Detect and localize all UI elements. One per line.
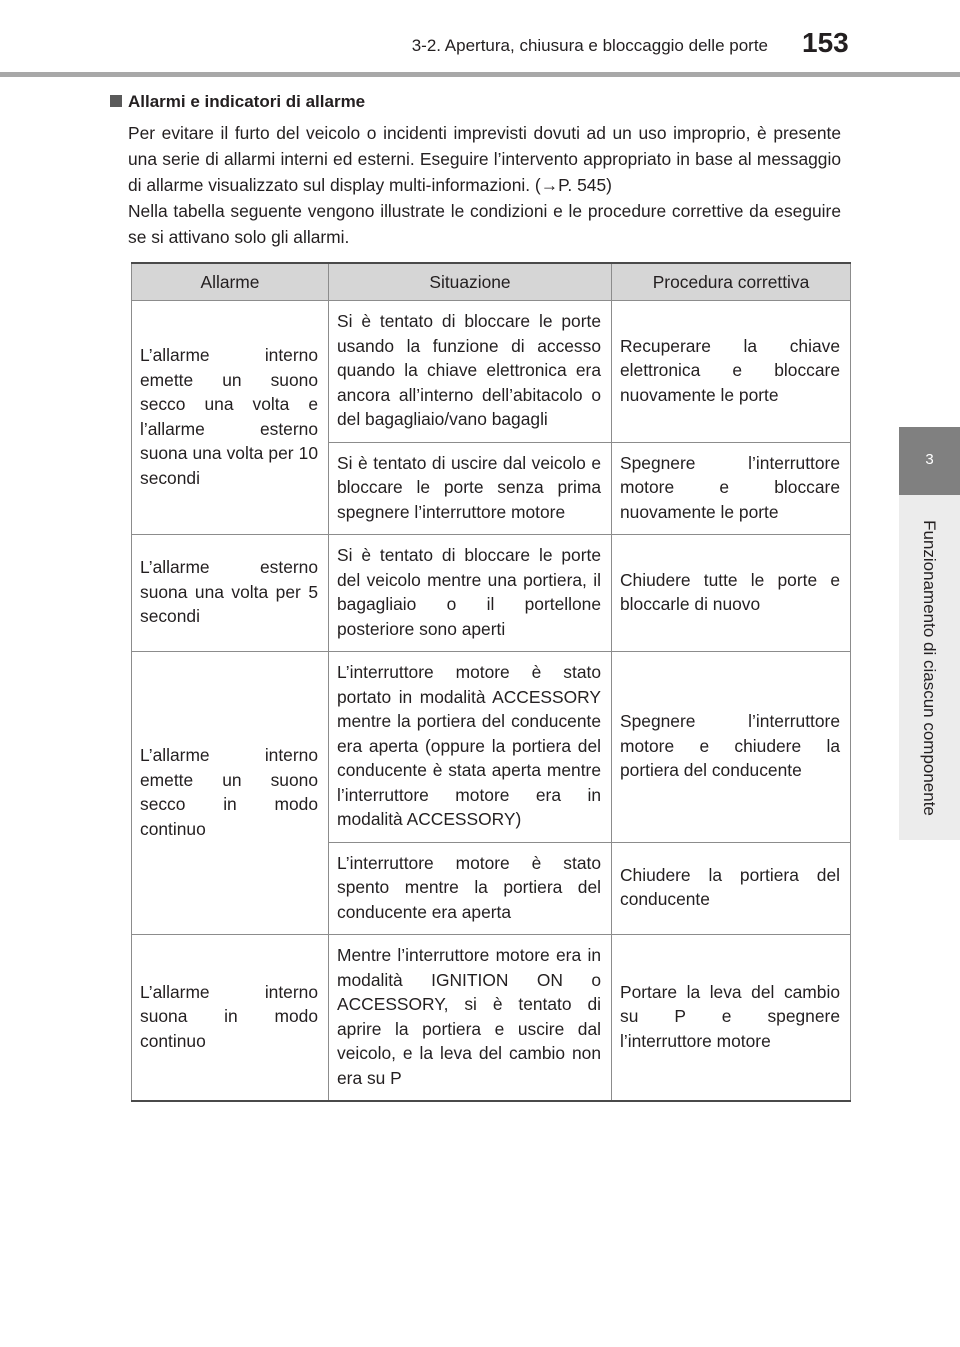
table-row [132, 935, 851, 1102]
situation-cell: Si è tentato di uscire dal veicolo e bloccare le porte senza prima spegnere l’interruttore motore [329, 442, 612, 535]
table-row [132, 535, 851, 652]
alarm-table [131, 262, 851, 1102]
procedure-cell: Chiudere tutte le porte e bloccarle di nuovo [612, 535, 851, 652]
square-bullet-icon [110, 95, 122, 107]
alarm-cell: L’allarme interno suona in modo continuo [132, 935, 329, 1102]
situation-cell: Mentre l’interruttore motore era in modalità IGNITION ON o ACCESSORY, si è tentato di aprire la portiera e uscire dal veicolo, e la leva del cambio non era su P [329, 935, 612, 1102]
procedure-cell: Spegnere l’interruttore motore e bloccare nuovamente le porte [612, 442, 851, 535]
column-header-alarm: Allarme [132, 263, 329, 301]
column-header-situation: Situazione [329, 263, 612, 301]
procedure-cell: Chiudere la portiera del conducente [612, 842, 851, 935]
section-title: Allarmi e indicatori di allarme [128, 92, 366, 111]
chapter-tab [899, 427, 960, 495]
table-row [132, 652, 851, 843]
procedure-cell: Spegnere l’interruttore motore e chiudere la portiera del conducente [612, 652, 851, 843]
table-header-row [132, 263, 851, 301]
chapter-label: Funzionamento di ciascun componente [920, 520, 939, 816]
situation-cell: Si è tentato di bloccare le porte usando la funzione di accesso quando la chiave elettronica era ancora all’interno dell’abitacolo o del bagagliaio/vano bagagli [329, 301, 612, 443]
intro-paragraph: Per evitare il furto del veicolo o incidenti imprevisti dovuti ad un uso improprio, è presente una serie di allarmi interni ed esterni. Eseguire l’intervento appropriato in base al messaggio di allarme visualizzato sul display multi-informazioni. (→P. 545) [128, 123, 841, 195]
page-number: 153 [802, 27, 849, 58]
table-intro-paragraph: Nella tabella seguente vengono illustrate le condizioni e le procedure correttive da eseguire se si attivano solo gli allarmi. [128, 201, 841, 247]
procedure-cell: Portare la leva del cambio su P e spegnere l’interruttore motore [612, 935, 851, 1102]
header-rule [0, 72, 960, 77]
alarm-cell: L’allarme esterno suona una volta per 5 secondi [132, 535, 329, 652]
header-section-title: 3-2. Apertura, chiusura e bloccaggio delle porte [411, 36, 768, 55]
alarm-cell: L’allarme interno emette un suono secco in modo continuo [132, 652, 329, 935]
procedure-cell: Recuperare la chiave elettronica e bloccare nuovamente le porte [612, 301, 851, 443]
table-row [132, 301, 851, 443]
situation-cell: Si è tentato di bloccare le porte del veicolo mentre una portiera, il bagagliaio o il portellone posteriore sono aperti [329, 535, 612, 652]
situation-cell: L’interruttore motore è stato spento mentre la portiera del conducente era aperta [329, 842, 612, 935]
alarm-cell: L’allarme interno emette un suono secco una volta e l’allarme esterno suona una volta per 10 secondi [132, 301, 329, 535]
situation-cell: L’interruttore motore è stato portato in modalità ACCESSORY mentre la portiera del conducente era aperta (oppure la portiera del conducente è stata aperta mentre l’interruttore motore era in modalità ACCESSORY) [329, 652, 612, 843]
chapter-number: 3 [925, 451, 934, 468]
column-header-procedure: Procedura correttiva [612, 263, 851, 301]
section-heading [110, 92, 365, 112]
